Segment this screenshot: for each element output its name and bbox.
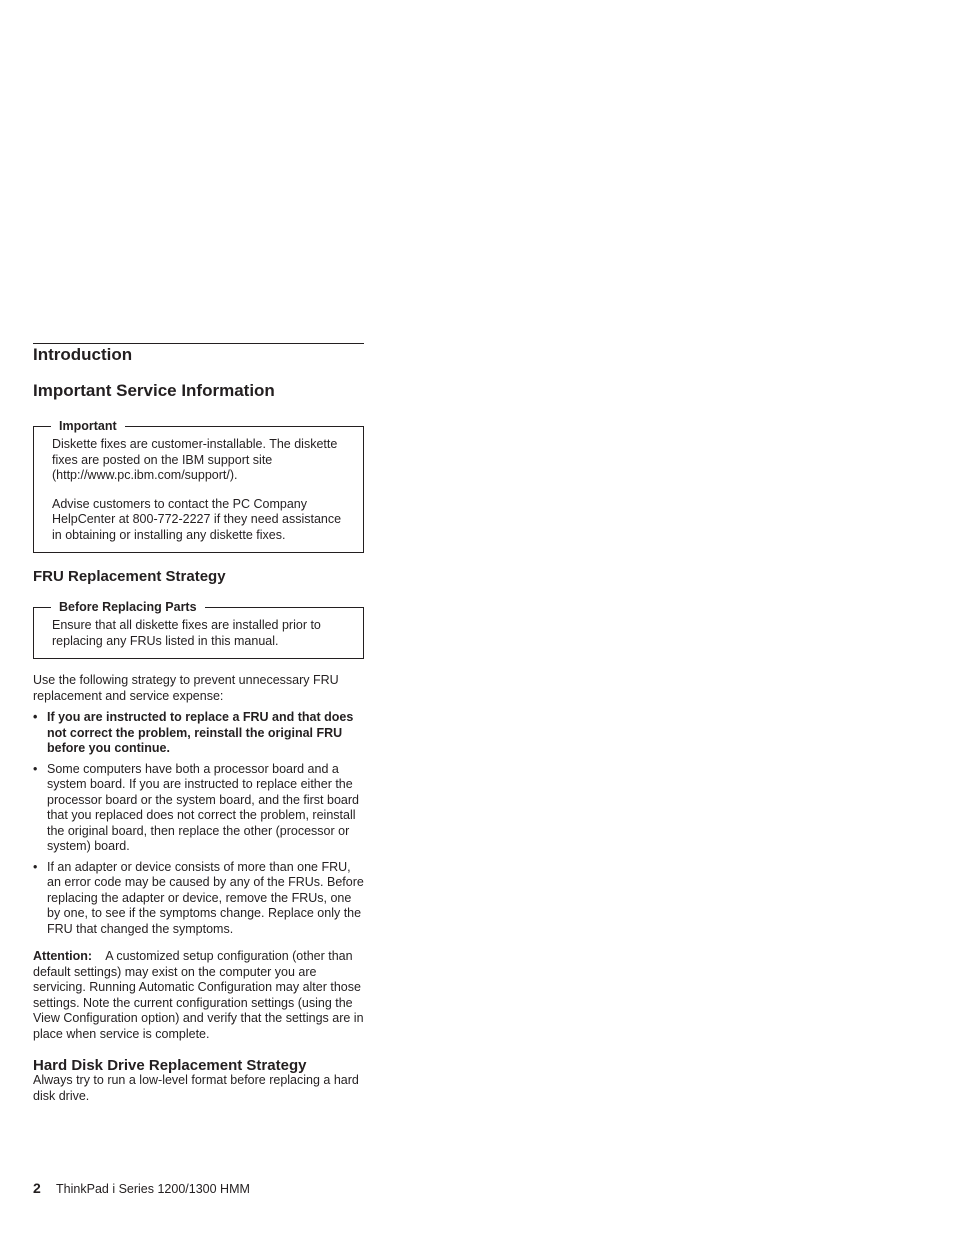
list-item bbox=[33, 762, 364, 855]
strategy-list bbox=[33, 710, 364, 937]
strategy-intro: Use the following strategy to prevent unnecessary FRU replacement and service expense: bbox=[33, 673, 339, 703]
important-para-2: Advise customers to contact the PC Company HelpCenter at 800-772-2227 if they need assistance in obtaining or installing any diskette fixes. bbox=[52, 496, 342, 542]
list-item-text: Some computers have both a processor board and a system board. If you are instructed to replace either the processor board or the system board, and the first board that you replaced does not correct the problem, reinstall the original board, then replace the other (processor or system) board. bbox=[47, 761, 359, 853]
bullet-marker: • bbox=[33, 859, 38, 874]
list-item bbox=[33, 710, 364, 757]
attention-paragraph bbox=[33, 949, 364, 1042]
important-box-title: Important bbox=[51, 419, 125, 434]
page-number: 2 bbox=[33, 1180, 41, 1196]
list-item bbox=[33, 860, 364, 938]
before-box-title: Before Replacing Parts bbox=[51, 600, 205, 615]
strategy-section bbox=[33, 673, 364, 1042]
important-para-1: Diskette fixes are customer-installable. The diskette fixes are posted on the IBM support site (http://www.pc.ibm.com/support/). bbox=[52, 437, 338, 482]
attention-label: Attention: bbox=[33, 949, 93, 963]
important-box bbox=[33, 419, 364, 553]
section-title: Introduction bbox=[33, 345, 133, 364]
page-footer bbox=[33, 1180, 250, 1196]
bullet-marker: • bbox=[33, 761, 38, 776]
before-box-text: Ensure that all diskette fixes are installed prior to replacing any FRUs listed in this manual. bbox=[52, 618, 321, 648]
main-heading: Important Service Information bbox=[33, 381, 275, 400]
list-item-text: If you are instructed to replace a FRU and that does not correct the problem, reinstall the original FRU before you continue. bbox=[47, 710, 354, 755]
before-replacing-box bbox=[33, 600, 364, 659]
hdd-text: Always try to run a low-level format before replacing a hard disk drive. bbox=[33, 1073, 359, 1103]
bullet-marker: • bbox=[33, 710, 38, 724]
attention-text: A customized setup configuration (other than default settings) may exist on the computer you are servicing. Running Automatic Configuration may alter those settings. Note the current configuration settings (using the View Configuration option) and verify that the settings are in place when service is complete. bbox=[33, 949, 364, 1041]
hdd-heading: Hard Disk Drive Replacement Strategy bbox=[33, 1057, 307, 1074]
fru-heading: FRU Replacement Strategy bbox=[33, 568, 226, 585]
footer-title: ThinkPad i Series 1200/1300 HMM bbox=[56, 1182, 250, 1196]
list-item-text: If an adapter or device consists of more than one FRU, an error code may be caused by any of the FRUs. Before replacing the adapter or device, remove the FRUs, one by one, to see if the symptoms change. Replace only the FRU that changed the symptoms. bbox=[47, 859, 364, 936]
section-rule bbox=[33, 343, 364, 344]
